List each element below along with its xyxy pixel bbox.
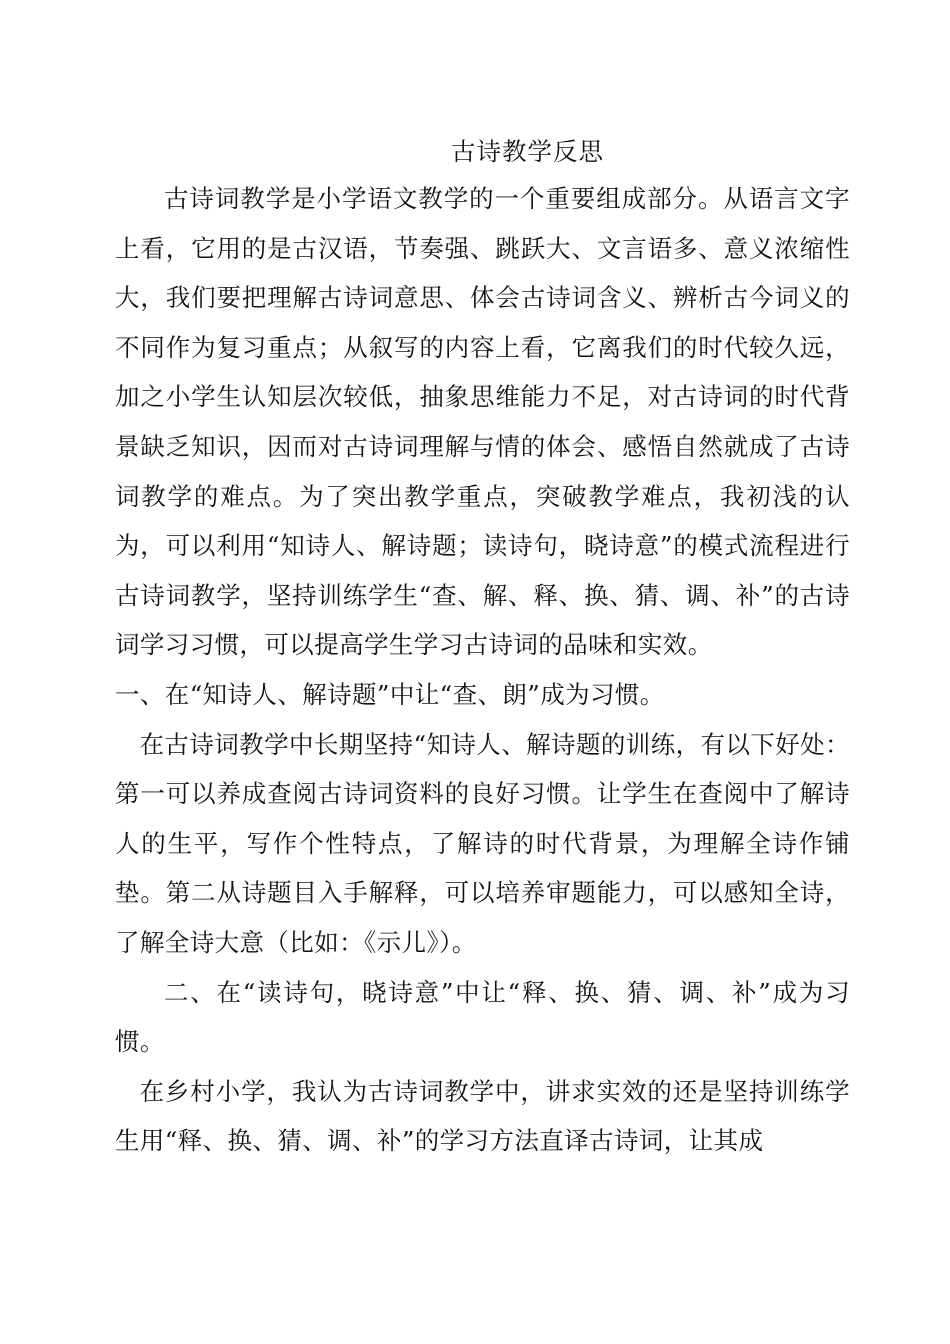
document-title: 古诗教学反思 xyxy=(451,137,604,166)
document-body xyxy=(115,130,850,1166)
intro-paragraph: 古诗词教学是小学语文教学的一个重要组成部分。从语言文字上看，它用的是古汉语，节奏强、跳跃大、文言语多、意义浓缩性大，我们要把理解古诗词意思、体会古诗词含义、辨析古今词义的不同作为复习重点；从叙写的内容上看，它离我们的时代较久远，加之小学生认知层次较低，抽象思维能力不足，对古诗词的时代背景缺乏知识，因而对古诗词理解与情的体会、感悟自然就成了古诗词教学的难点。为了突出教学重点，突破教学难点，我初浅的认为，可以利用“知诗人、解诗题；读诗句，晓诗意”的模式流程进行古诗词教学，坚持训练学生“查、解、释、换、猜、调、补”的古诗词学习习惯，可以提高学生学习古诗词的品味和实效。 xyxy=(115,184,850,660)
section-heading-1: 一、在“知诗人、解诗题”中让“查、朗”成为习惯。 xyxy=(115,679,665,709)
section-heading-2: 二、在“读诗句，晓诗意”中让“释、换、猜、调、补”成为习惯。 xyxy=(115,977,850,1057)
section-1-paragraph: 在古诗词教学中长期坚持“知诗人、解诗题的训练，有以下好处：第一可以养成查阅古诗词资料的良好习惯。让学生在查阅中了解诗人的生平，写作个性特点，了解诗的时代背景，为理解全诗作铺垫。第二从诗题目入手解释，可以培养审题能力，可以感知全诗，了解全诗大意（比如：《示儿》）。 xyxy=(115,729,850,957)
section-2-paragraph: 在乡村小学，我认为古诗词教学中，讲求实效的还是坚持训练学生用“释、换、猜、调、补”的学习方法直译古诗词，让其成 xyxy=(115,1076,850,1156)
